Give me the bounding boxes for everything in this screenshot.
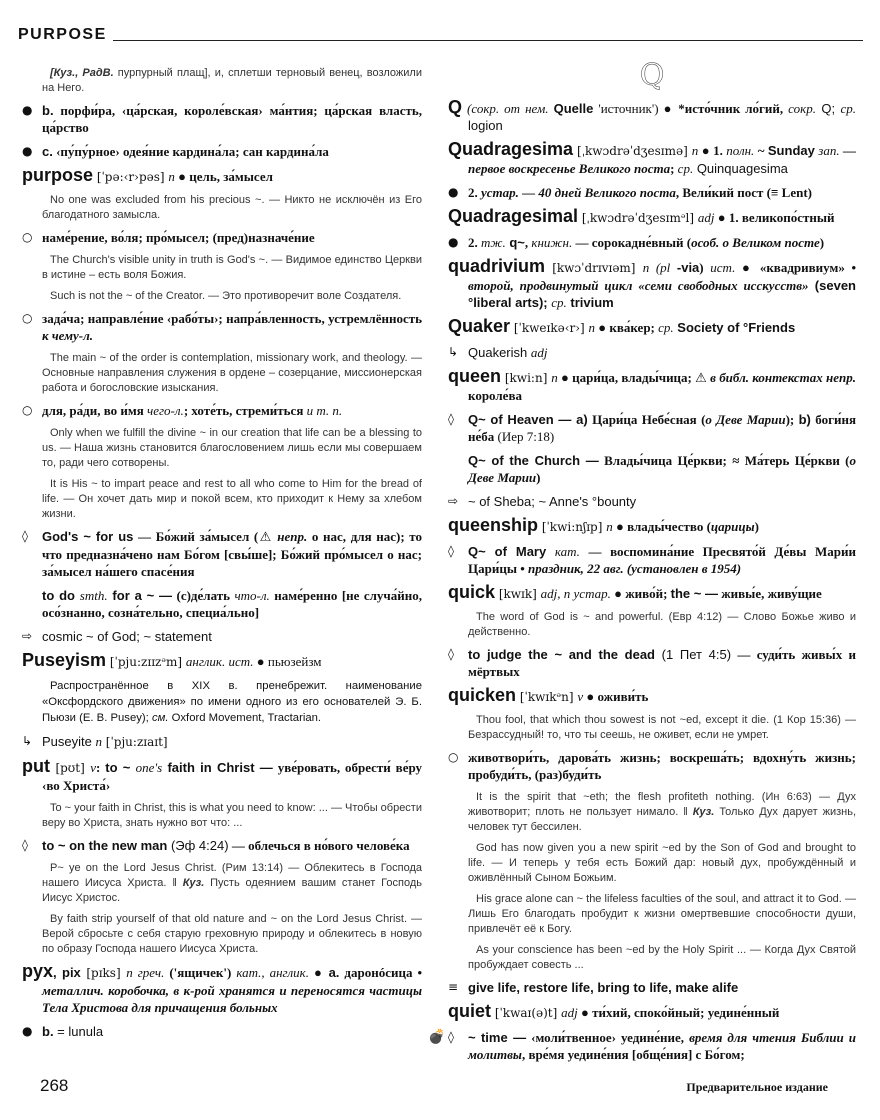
entry-text: Quakerish (468, 345, 531, 360)
entry-text: Oxford Movement, Tractarian. (168, 712, 322, 724)
bullet-icon: ● (22, 103, 33, 117)
entry-text: 2. (468, 185, 481, 200)
entry-text: Thou fool, that which thou sowest is not ~ed, except it die. (1 Кор 15:36) — Безрассудный! то, что ты сеешь, не оживет, если не умрет. (468, 714, 856, 741)
headword: put (22, 756, 50, 776)
entry-text: -via (676, 260, 700, 275)
entry-text: [ˌkwɔdrəˈdʒesɪmᵊl] (578, 211, 698, 225)
lozenge-icon: ◊ (448, 647, 454, 661)
derived-arrow-icon: ↳ (22, 734, 33, 748)
entry-text: ● 1. (698, 143, 727, 158)
entry-text: [kwɪk] (495, 587, 541, 601)
entry-text: Quelle (553, 101, 594, 116)
lozenge-icon: ◊ (22, 529, 28, 543)
entry-text: a. (328, 965, 340, 980)
example-text (22, 426, 422, 471)
entry-text: металлич. коробочка, в к-рой хранятся и переносятся частицы Тела Христова для причащения больных (42, 983, 422, 1015)
entry-text: полн. (726, 143, 755, 158)
headword: Puseyism (22, 650, 107, 670)
entry-text: пурпурный плащ], и, сплетши терновый венец, возложили на Него. (42, 67, 422, 94)
bomb-icon: 💣 (428, 1030, 446, 1045)
entry-text: животвори́ть, дарова́ть жизнь; воскреша́ть; вдохну́ть жизнь; пробуди́ть, (раз)буди́ть (468, 750, 856, 782)
entry-text: Q~ of Heaven — a) (468, 412, 588, 427)
dictionary-entry (22, 167, 422, 186)
entry-text: второй, продвинутый цикл «семи свободных исскусств» (468, 278, 809, 293)
bullet-icon: ● (22, 1024, 33, 1038)
entry-text: P~ ye on the Lord Jesus Christ. (Рим 13:14) — Облекитесь в Господа нашего Иисуса Христа. ‖ (42, 862, 422, 889)
entry-text: (с)де́лать (172, 588, 235, 603)
entry-text: n (pl (642, 260, 677, 275)
example-text (22, 66, 422, 96)
entry-text: что-л. (234, 588, 270, 603)
entry-text: c. (42, 144, 53, 159)
dictionary-entry (448, 584, 856, 603)
entry-text: [Куз., РадВ. (50, 67, 114, 79)
entry-text: , (524, 235, 532, 250)
entry-text: His grace alone can ~ the lifeless faculties of the soul, and attract it to God. — Лишь Его благодать пробудит к жизни омертвевшие способности души, привлечёт её к Богу. (468, 893, 856, 935)
entry-text: ● (308, 965, 329, 980)
entry-text: непр. (272, 529, 308, 544)
entry-text: (сокр. от нем. (462, 101, 554, 116)
dictionary-entry (448, 141, 856, 177)
entry-text: one's (135, 760, 163, 775)
entry-text: adj (561, 1005, 578, 1020)
entry-text: [pʊt] (49, 761, 91, 775)
entry-text: adj (530, 345, 548, 360)
entry-text: [ˈkwi:nʃɪp] (538, 520, 607, 534)
warning-triangle-icon: ⚠ (258, 530, 273, 545)
entry-text: кат. (546, 544, 580, 559)
entry-text: ● пьюзейзм (253, 654, 322, 669)
entry-text: n (95, 734, 102, 749)
example-text (22, 912, 422, 957)
entry-text: — суди́ть живы́х и мёртвых (468, 647, 856, 679)
phrase-item (22, 587, 422, 621)
sense-item (22, 528, 422, 580)
headword: quadrivium (448, 256, 546, 276)
entry-text: ) (536, 470, 541, 485)
sense-item (22, 310, 422, 344)
entry-text: , вре́мя уедине́ния [обще́ния] с Бо́гом; (521, 1047, 745, 1062)
circle-bullet-icon: ○ (22, 311, 33, 325)
example-text (448, 610, 856, 640)
entry-text: ); (785, 412, 799, 427)
entry-text: God's ~ for us (42, 529, 134, 544)
phrase-item (448, 452, 856, 486)
entry-text: smth. (79, 588, 108, 603)
entry-text: the ~ — (670, 586, 718, 601)
entry-note (22, 678, 422, 726)
entry-text: ● цель, за́мысел (174, 169, 273, 184)
entry-text: книжн. (531, 235, 573, 250)
dictionary-entry (448, 517, 856, 536)
headword: quick (448, 582, 496, 602)
sense-item (448, 543, 856, 577)
headword: Quaker (448, 316, 511, 336)
dictionary-entry (448, 368, 856, 404)
entry-text: ● цари́ца, влады́чица; (557, 370, 696, 385)
example-text (22, 477, 422, 522)
running-header (18, 26, 863, 44)
entry-text: порфи́ра, ‹ца́рская, короле́вская› ма́нтия; ца́рская власть, ца́рство (42, 103, 422, 135)
entry-text: [kwɔˈdrɪvɪəm] (545, 261, 643, 275)
entry-text: царицы (710, 519, 755, 534)
entry-text: ; (670, 161, 678, 176)
entry-text: b. (42, 1024, 54, 1039)
headword: pyx (22, 961, 54, 981)
sense-item (22, 628, 422, 645)
sense-item (448, 979, 856, 996)
lozenge-icon: ◊ (22, 838, 28, 852)
example-text (22, 253, 422, 283)
entry-text: в библ. контекстах непр. (706, 370, 857, 385)
lozenge-icon: ◊ (448, 412, 454, 426)
circle-bullet-icon: ○ (22, 403, 33, 417)
entry-text: n греч. (126, 965, 165, 980)
entry-text: 'источник') (593, 101, 664, 116)
entry-text: наме́ренно [не случа́йно, осо́знанно, созна́тельно, специа́льно] (42, 588, 422, 620)
entry-text: время для чтения Библии и молитвы (468, 1030, 856, 1062)
entry-text: to do (42, 588, 80, 603)
entry-text: to ~ on the new man (42, 838, 168, 853)
entry-text: праздник, 22 авг. (установлен в 1954) (528, 561, 742, 576)
dictionary-entry (448, 208, 856, 227)
entry-text: ('ящичек') (164, 965, 237, 980)
entry-text: No one was excluded from his precious ~. — Никто не исключён из Его благодатного замысла. (42, 194, 422, 221)
entry-text: о нас, для нас); то что предназна́чено нам Бо́гом [свы́ше]; Бо́жий про́мысел о нас; за́мысел на́шего спасе́ния (42, 529, 423, 579)
entry-text: The Church's visible unity in truth is God's ~. — Видимое единство Церкви в истине – есть воля Божия. (42, 254, 422, 281)
entry-text: The word of God is ~ and powerful. (Евр 4:12) — Слово Божье живо и действенно. (468, 611, 856, 638)
entry-text: даронóсица • (339, 965, 422, 980)
dictionary-entry (22, 963, 422, 1016)
entry-text: adj, n устар. (540, 586, 611, 601)
sense-item (22, 102, 422, 136)
entry-text: кат., англик. (236, 965, 309, 980)
entry-text: ) (699, 260, 711, 275)
headword: queenship (448, 515, 539, 535)
entry-text: ● живо́й; (610, 586, 671, 601)
entry-text: наме́рение, во́ля; про́мысел; (пред)назначе́ние (42, 230, 315, 245)
entry-text: — первое воскресенье Великого поста (468, 143, 856, 176)
entry-text: ● ква́кер; (595, 320, 659, 335)
dictionary-entry (22, 758, 422, 794)
entry-text: — Бо́жий за́мысел ( (133, 529, 259, 544)
entry-text: Q; (815, 101, 841, 116)
headword: Q (448, 97, 463, 117)
header-rule (113, 40, 863, 41)
entry-text: adj (697, 210, 715, 225)
example-text (22, 801, 422, 831)
sense-item (22, 143, 422, 160)
sense-item (22, 1023, 422, 1040)
dictionary-entry (448, 99, 856, 134)
headword: quiet (448, 1001, 491, 1021)
entry-text: [ˈkwaɪ(ə)t] (491, 1006, 562, 1020)
entry-text: ● влады́чество ( (612, 519, 711, 534)
entry-text: To ~ your faith in Christ, this is what you need to know: ... — Чтобы обрести веру во Христа, знать нужно вот что: ... (42, 802, 422, 829)
entry-text: устар. — 40 дней Великого поста (481, 185, 676, 200)
example-text (448, 713, 856, 743)
entry-text: о Деве Марии (705, 412, 786, 427)
entry-text: ист. (710, 260, 736, 275)
entry-text: n (691, 143, 699, 158)
example-text (448, 943, 856, 973)
entry-text: Куз. (182, 877, 205, 889)
entry-text: ● 1. великопо́стный (714, 210, 835, 225)
dictionary-entry (448, 687, 856, 706)
entry-text: боги́ня не́ба (468, 412, 857, 444)
dictionary-entry (22, 652, 422, 671)
entry-text: God has now given you a new spirit ~ed by the Son of God and brought to life. — И теперь у тебя есть Божий дар: новый дух, пробуждённый и оживлённый Сыном Божьим. (468, 842, 856, 884)
arrow-right-icon: ⇨ (448, 494, 459, 508)
entry-text: ) (819, 235, 825, 250)
entry-text: n (168, 169, 175, 184)
entry-text: ~ time — (468, 1030, 527, 1045)
entry-text: ● *исто́чник ло́гий, (663, 101, 789, 116)
entry-text: v (577, 689, 584, 704)
entry-text: [pɪks] (80, 966, 127, 980)
entry-text: for a ~ — (107, 588, 173, 603)
sense-item (448, 493, 856, 510)
entry-text: Влады́чица Це́ркви; ≈ Ма́терь Це́ркви ( (598, 453, 850, 468)
sense-item (22, 733, 422, 751)
entry-text: Q~ of Mary (468, 544, 547, 559)
entry-text: Only when we fulfill the divine ~ in our creation that life can be a blessing to us. — Наша жизнь становится благословением лишь если мы совершаем то, ради чего сотворены. (42, 427, 422, 469)
entry-text: The main ~ of the order is contemplation, missionary work, and theology. — Основные направления служения в ордене – созерцание, миссионерская работа и богословские изыскания. (42, 352, 422, 394)
entry-text: (seven °liberal arts); (468, 278, 856, 310)
entry-text: Только Дух дарует жизнь, человек тут бессилен. (468, 806, 857, 833)
entry-text: Sunday (767, 143, 815, 158)
sense-item (428, 1029, 856, 1063)
entry-text: о Деве Марии (468, 453, 856, 485)
example-text (448, 790, 856, 835)
entry-text: ‹моли́твенное› уедине́ние, (526, 1030, 690, 1045)
entry-text: для, ра́ди, во и́мя (42, 403, 148, 418)
circle-bullet-icon: ○ (22, 230, 33, 244)
equivalent-icon: ≡ (448, 980, 459, 994)
entry-text: logion (468, 118, 503, 133)
entry-text: 2. (468, 235, 481, 250)
entry-text: ср. (551, 295, 567, 310)
entry-text: ср. (840, 101, 856, 116)
entry-text: ~ of Sheba; ~ Anne's °bounty (468, 494, 637, 509)
bullet-icon: ● (448, 235, 459, 249)
lozenge-icon: ◊ (448, 1030, 454, 1044)
entry-text: As your conscience has been ~ed by the Holy Spirit ... — Когда Дух Святой пробуждает совесть ... (468, 944, 856, 971)
entry-text: b. (42, 103, 54, 118)
entry-text: зада́ча; направле́ние ‹рабо́ты›; напра́вленность, устремлённость (42, 311, 422, 326)
entry-text: faith in Christ — (162, 760, 273, 775)
sense-item (22, 229, 422, 246)
example-text (22, 861, 422, 906)
headword: Quadragesima (448, 139, 574, 159)
entry-text: [ˈpju:zɪɪzᵊm] (106, 655, 186, 669)
sense-item (448, 411, 856, 445)
entry-text: (1 Пет 4:5) (655, 647, 732, 662)
warning-triangle-icon: ⚠ (695, 371, 707, 386)
entry-text: n (588, 320, 596, 335)
right-column (428, 58, 857, 1070)
entry-text: [ˈpju:zɪaɪt] (101, 735, 168, 749)
entry-text: ) (754, 519, 759, 534)
entry-text: v (90, 760, 96, 775)
running-head-title: PURPOSE (18, 26, 107, 43)
entry-text: : (96, 760, 106, 775)
dictionary-entry (448, 258, 856, 311)
entry-text: q~ (505, 235, 525, 250)
headword: queen (448, 366, 502, 386)
lozenge-icon: ◊ (448, 544, 454, 558)
entry-text: ● ти́хий, споко́йный; уедине́нный (577, 1005, 780, 1020)
entry-text: Q~ of the Church — (468, 453, 599, 468)
circle-bullet-icon: ○ (448, 750, 459, 764)
page-number: 268 (40, 1076, 69, 1095)
sense-item (22, 402, 422, 419)
entry-text: — сорокадне́вный ( (572, 235, 692, 250)
entry-text: , Вели́кий пост (≡ Lent) (675, 185, 813, 200)
bullet-icon: ● (22, 144, 33, 158)
entry-text: чего-л. (147, 403, 184, 418)
entry-text: b) (798, 412, 811, 427)
entry-text: (Эф 4:24) (167, 838, 229, 853)
entry-text: — облечься в но́вого челове́ка (228, 838, 410, 853)
example-text (448, 892, 856, 937)
entry-text: n (606, 519, 613, 534)
entry-text: уве́ровать, обрести́ ве́ру ‹во Христа́› (42, 760, 423, 793)
derived-arrow-icon: ↳ (448, 345, 459, 359)
entry-text: to ~ (105, 760, 136, 775)
dictionary-entry (448, 318, 856, 337)
entry-text: Puseyite (42, 734, 96, 749)
entry-text: живы́е, живу́щие (717, 586, 822, 601)
entry-text: ● «квадривиум» • (735, 260, 856, 275)
entry-text: ● оживи́ть (583, 689, 649, 704)
entry-text: [ˈpə:‹r›pəs] (93, 170, 169, 184)
edition-note: Предварительное издание (686, 1080, 828, 1094)
entry-text: ~ (754, 143, 768, 158)
entry-text: Куз. (692, 806, 715, 818)
entry-text: зап. (814, 143, 840, 158)
headword: purpose (22, 165, 94, 185)
entry-text: trivium (566, 295, 614, 310)
entry-text: [kwi:n] (501, 371, 552, 385)
sense-item (448, 234, 856, 251)
entry-text: Цари́ца Небе́сная ( (587, 412, 706, 427)
entry-text: It is His ~ to impart peace and rest to all who come to Him for the bread of life. — Он хочет дать мир и покой всем, кто приходит к Нему за хлебом жизни. (42, 478, 422, 520)
entry-text: [ˈkwɪkᵊn] (516, 690, 578, 704)
entry-text: ср. (658, 320, 674, 335)
entry-text: (Иер 7:18) (497, 429, 555, 444)
entry-text: — воспомина́ние Пресвято́й Де́вы Мари́и Цари́цы • (468, 544, 857, 576)
headword: quicken (448, 685, 517, 705)
bullet-icon: ● (448, 185, 459, 199)
sense-item (448, 646, 856, 680)
entry-text: give life, restore life, bring to life, make alife (468, 980, 739, 995)
sense-item (448, 749, 856, 783)
sense-item (448, 184, 856, 201)
entry-text: Such is not the ~ of the Creator. — Это противоречит воле Создателя. (50, 290, 402, 302)
sense-item (22, 837, 422, 854)
arrow-right-icon: ⇨ (22, 629, 33, 643)
entry-text: сокр. (788, 101, 816, 116)
entry-text: ; хоте́ть, стреми́ться (183, 403, 307, 418)
entry-text: короле́ва (468, 388, 522, 403)
example-text (448, 841, 856, 886)
entry-text: It is the spirit that ~eth; the flesh profiteth nothing. (Ин 6:63) — Дух животворит; плоть не пользует нимало. ‖ (468, 791, 856, 818)
entry-text: Распространённое в XIX в. пренебрежит. наименование «Оксфордского движения» по имени одного из его основателей Э. Б. Пьюзи (E. B. Pusey); (42, 680, 422, 724)
entry-text: [ˌkwɔdrəˈdʒesɪmə] (573, 144, 692, 158)
entry-text: Quinquagesima (693, 161, 788, 176)
entry-text: cosmic ~ of God; ~ statement (42, 629, 212, 644)
entry-text: см. (151, 712, 169, 724)
example-text (22, 289, 422, 304)
entry-text: [ˈkweɪkə‹r›] (510, 321, 589, 335)
sense-item (448, 344, 856, 361)
section-letter-ornament: Q (639, 58, 665, 93)
entry-text: , pix (53, 965, 81, 980)
entry-text: n (551, 370, 558, 385)
example-text (22, 351, 422, 396)
entry-text: to judge the ~ and the dead (468, 647, 655, 662)
entry-text: = lunula (53, 1024, 104, 1039)
entry-text: англик. ист. (185, 654, 254, 669)
headword: Quadragesimal (448, 206, 579, 226)
entry-text: и т. п. (306, 403, 343, 418)
entry-text: ‹пу́пу́рное› одея́ние кардина́ла; сан кардина́ла (52, 144, 329, 159)
entry-text: By faith strip yourself of that old nature and ~ on the Lord Jesus Christ. — Верой сбросьте с себя старую греховную природу и облекитесь в новую по образу Господа нашего Иисуса Христа. (42, 913, 422, 955)
entry-text: Пусть одеянием вашим станет Господь Иисус Христос. (42, 877, 422, 904)
entry-text: особ. о Великом посте (691, 235, 820, 250)
entry-text: к чему-л. (42, 328, 94, 343)
dictionary-entry (448, 1003, 856, 1022)
entry-text: ср. (677, 161, 694, 176)
example-text (22, 193, 422, 223)
left-column (22, 66, 422, 1047)
entry-text: Society of °Friends (673, 320, 796, 335)
entry-text: тж. (481, 235, 506, 250)
